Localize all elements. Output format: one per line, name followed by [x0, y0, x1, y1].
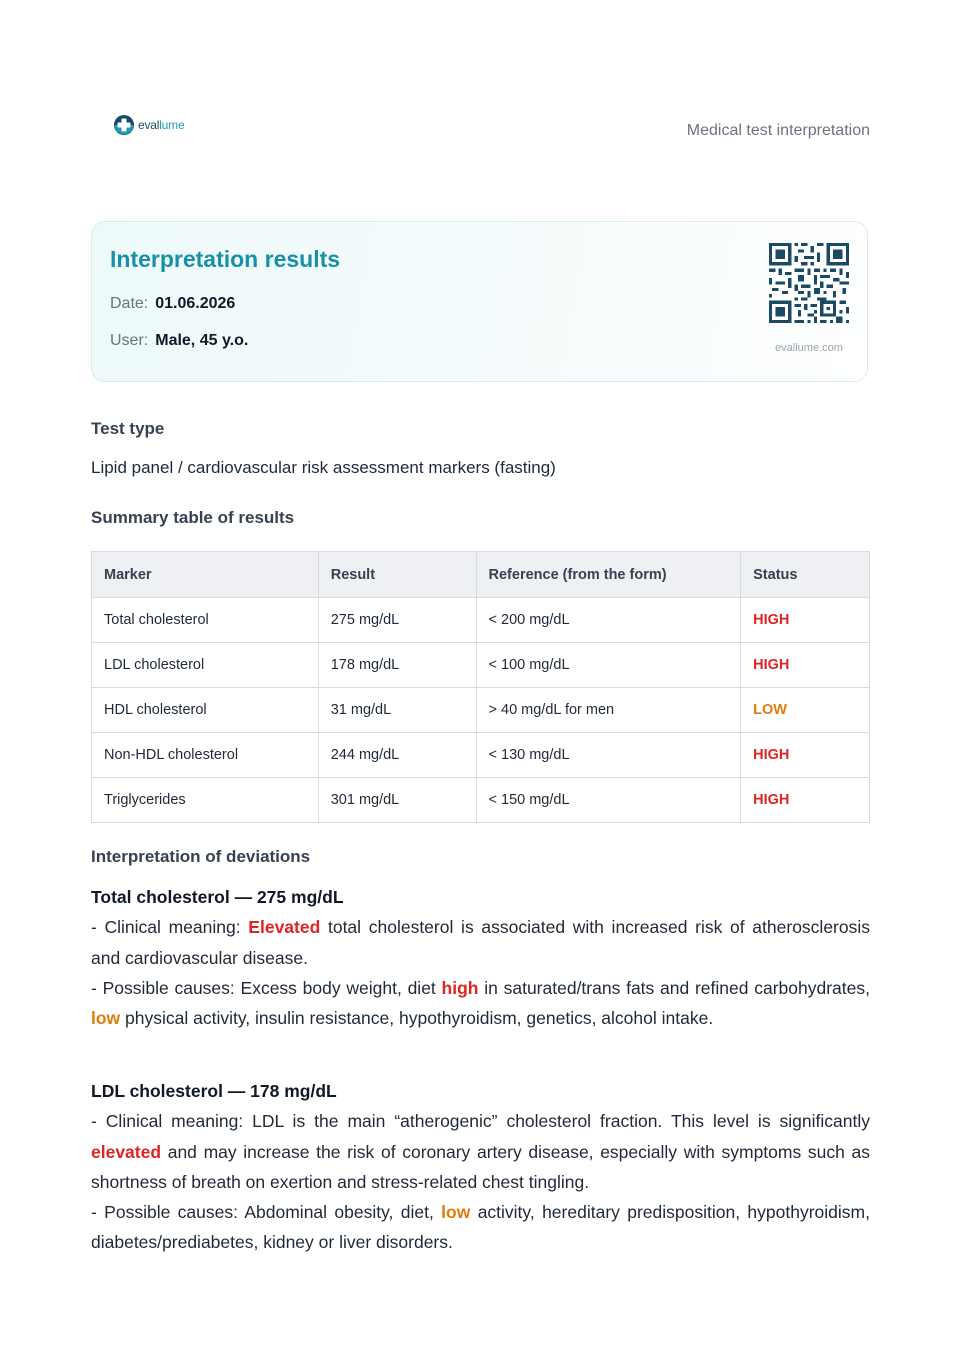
test-type-value: Lipid panel / cardiovascular risk assessment markers (fasting)	[91, 458, 556, 477]
table-row	[92, 598, 870, 643]
table-header-row	[92, 552, 870, 598]
elevated-highlight: elevated	[91, 1141, 162, 1162]
total-cholesterol-causes: - Possible causes: Excess body weight, diet high in saturated/trans fats and refined carbohydrates, low physical activity, insulin resistance, hypothyroidism, genetics, alcohol intake.	[91, 977, 870, 1029]
marker-cell: LDL cholesterol	[92, 643, 319, 688]
qr-caption: evallume.com	[775, 342, 843, 354]
results-table	[91, 551, 870, 823]
low-highlight: low	[91, 1008, 121, 1029]
status-badge: HIGH	[741, 778, 870, 823]
reference-cell: < 150 mg/dL	[476, 778, 741, 823]
marker-cell: Triglycerides	[92, 778, 319, 823]
column-header: Reference (from the form)	[476, 552, 741, 598]
ldl-cholesterol-causes: - Possible causes: Abdominal obesity, diet, low activity, hereditary predisposition, hypothyroidism, diabetes/prediabetes, kidney or liver disorders.	[91, 1202, 870, 1253]
column-header: Status	[741, 552, 870, 598]
column-header: Marker	[92, 552, 319, 598]
date-row	[110, 295, 235, 313]
table-row	[92, 733, 870, 778]
summary-heading: Summary table of results	[91, 508, 295, 527]
ldl-cholesterol-meaning: - Clinical meaning: LDL is the main “atherogenic” cholesterol fraction. This level is significantly elevated and may increase the risk of coronary artery disease, especially with symptoms such as shortness of breath on exertion and stress-related chest tingling.	[91, 1111, 870, 1192]
user-value: Male, 45 y.o.	[155, 332, 249, 349]
table-row	[92, 643, 870, 688]
table-row	[92, 778, 870, 823]
marker-cell: HDL cholesterol	[92, 688, 319, 733]
ldl-cholesterol-section	[91, 1076, 870, 1258]
qr-code-icon[interactable]	[769, 243, 849, 323]
result-cell: 244 mg/dL	[318, 733, 476, 778]
date-label: Date:	[110, 295, 149, 312]
total-cholesterol-meaning: - Clinical meaning: Elevated total cholesterol is associated with increased risk of atherosclerosis and cardiovascular disease.	[91, 917, 870, 968]
ldl-cholesterol-title: LDL cholesterol — 178 mg/dL	[91, 1081, 337, 1101]
marker-cell: Total cholesterol	[92, 598, 319, 643]
reference-cell: < 200 mg/dL	[476, 598, 741, 643]
total-cholesterol-title: Total cholesterol — 275 mg/dL	[91, 887, 344, 907]
reference-cell: < 100 mg/dL	[476, 643, 741, 688]
test-type-heading: Test type	[91, 419, 165, 438]
elevated-highlight: Elevated	[248, 917, 321, 938]
low-highlight: low	[441, 1202, 471, 1223]
column-header: Result	[318, 552, 476, 598]
high-highlight: high	[441, 977, 479, 998]
brand-name: evallume	[138, 118, 185, 132]
date-value: 01.06.2026	[155, 295, 236, 312]
brand-logo	[113, 114, 184, 136]
status-badge: HIGH	[741, 598, 870, 643]
reference-cell: < 130 mg/dL	[476, 733, 741, 778]
table-row	[92, 688, 870, 733]
result-cell: 301 mg/dL	[318, 778, 476, 823]
card-title: Interpretation results	[110, 246, 341, 272]
total-cholesterol-section	[91, 882, 870, 1033]
user-row	[110, 332, 248, 350]
result-cell: 31 mg/dL	[318, 688, 476, 733]
deviations-heading: Interpretation of deviations	[91, 847, 311, 866]
medical-cross-logo-icon	[113, 114, 135, 136]
result-cell: 275 mg/dL	[318, 598, 476, 643]
marker-cell: Non-HDL cholesterol	[92, 733, 319, 778]
reference-cell: > 40 mg/dL for men	[476, 688, 741, 733]
interpretation-card	[91, 221, 868, 382]
result-cell: 178 mg/dL	[318, 643, 476, 688]
status-badge: HIGH	[741, 643, 870, 688]
user-label: User:	[110, 332, 149, 349]
status-badge: LOW	[741, 688, 870, 733]
document-tagline: Medical test interpretation	[686, 122, 870, 139]
status-badge: HIGH	[741, 733, 870, 778]
